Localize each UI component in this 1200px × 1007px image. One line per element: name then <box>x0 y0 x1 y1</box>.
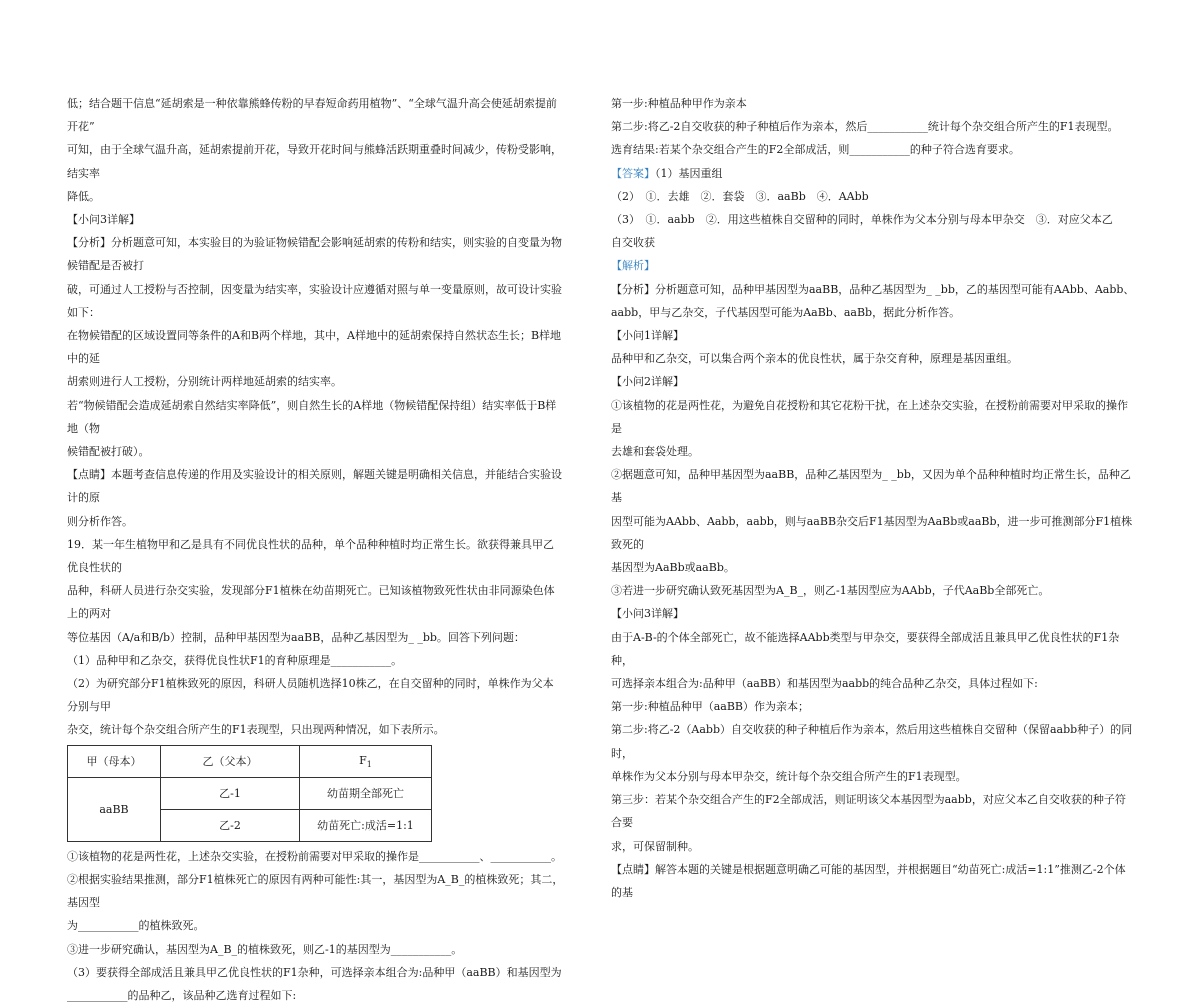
text-line: 去雄和套袋处理。 <box>611 445 699 459</box>
left-column <box>67 92 564 1007</box>
table-cell-result: 幼苗死亡:成活=1:1 <box>300 809 432 841</box>
text-line: 由于A-B-的个体全部死亡，故不能选择AAbb类型与甲杂交，要获得全部成活且兼具甲乙优良性状的F1杂种， <box>611 630 1120 667</box>
left-paragraphs <box>67 92 564 742</box>
text-line: ②据题意可知，品种甲基因型为aaBB，品种乙基因型为_ _bb，又因为单个品种种植时均正常生长，品种乙基 <box>611 468 1131 505</box>
right-paragraphs <box>611 92 1136 162</box>
text-line: 【点睛】解答本题的关键是根据题意明确乙可能的基因型，并根据题目“幼苗死亡:成活=1:1”推测乙-2个体的基 <box>611 862 1126 899</box>
text-line: （3）要获得全部成活且兼具甲乙优良性状的F1杂种，可选择亲本组合为:品种甲（aaBB）和基因型为 <box>67 965 562 979</box>
text-line: 单株作为父本分别与母本甲杂交，统计每个杂交组合所产生的F1表现型。 <box>611 769 967 783</box>
answer-line-2: （2） ①．去雄 ②．套袋 ③．aaBb ④．AAbb <box>611 189 869 203</box>
text-line: 候错配被打破）。 <box>67 445 150 459</box>
text-line: 则分析作答。 <box>67 514 133 528</box>
text-line: 【小问3详解】 <box>67 213 140 227</box>
text-line: 19．某一年生植物甲和乙是具有不同优良性状的品种，单个品种种植时均正常生长。欲获得兼具甲乙优良性状的 <box>67 537 554 575</box>
cross-result-table <box>67 745 432 842</box>
text-line: 低；结合题干信息“延胡索是一种依靠熊蜂传粉的早春短命药用植物”、“全球气温升高会使延胡索提前开花” <box>67 97 557 134</box>
table-header-f1: $F_1$ <box>300 745 432 777</box>
text-line: 第一步:种植品种甲（aaBB）作为亲本； <box>611 700 809 714</box>
text-line: ①该植物的花是两性花，为避免自花授粉和其它花粉干扰，在上述杂交实验，在授粉前需要对甲采取的操作是 <box>611 398 1128 435</box>
text-line: 可选择亲本组合为:品种甲（aaBB）和基因型为aabb的纯合品种乙杂交，具体过程如下: <box>611 677 1038 691</box>
answer-line-4: 自交收获 <box>611 236 655 250</box>
table-header-father: 乙（父本） <box>161 745 300 777</box>
text-line: 品种甲和乙杂交，可以集合两个亲本的优良性状，属于杂交育种，原理是基因重组。 <box>611 352 1018 366</box>
text-line: 【点睛】本题考查信息传递的作用及实验设计的相关原则，解题关键是明确相关信息，并能结合实验设计的原 <box>67 468 562 505</box>
text-line: 【小问3详解】 <box>611 607 684 621</box>
text-line: 可知，由于全球气温升高，延胡索提前开花，导致开花时间与熊蜂活跃期重叠时间减少，传粉受影响，结实率 <box>67 143 562 180</box>
text-line: ③进一步研究确认，基因型为A_B_的植株致死，则乙-1的基因型为___________。 <box>67 942 463 956</box>
text-line: （2）为研究部分F1植株致死的原因，科研人员随机选择10株乙，在自交留种的同时，单株作为父本分别与甲 <box>67 677 554 714</box>
analysis-paragraphs <box>611 278 1136 904</box>
text-line: 在物候错配的区域设置同等条件的A和B两个样地，其中，A样地中的延胡索保持自然状态生长；B样地中的延 <box>67 329 562 366</box>
text-line: 破，可通过人工授粉与否控制，因变量为结实率，实验设计应遵循对照与单一变量原则，故可设计实验如下： <box>67 282 562 319</box>
answer-label: 【答案】 <box>611 166 655 180</box>
text-line: 胡索则进行人工授粉，分别统计两样地延胡索的结实率。 <box>67 375 342 389</box>
analysis-label: 【解析】 <box>611 259 655 273</box>
table-header-mother: 甲（母本） <box>68 745 161 777</box>
text-line: 第二步:将乙-2自交收获的种子种植后作为亲本，然后___________统计每个杂交组合所产生的F1表现型。 <box>611 120 1119 134</box>
left-after-table <box>67 845 564 1007</box>
text-line: 因型可能为AAbb、Aabb，aabb，则与aaBB杂交后F1基因型为AaBb或aaBb，进一步可推测部分F1植株致死的 <box>611 514 1133 551</box>
answer-line-1: 【答案】（1）基因重组 <box>611 166 723 180</box>
text-line: 第二步:将乙-2（Aabb）自交收获的种子种植后作为亲本，然后用这些植株自交留种（保留aabb种子）的同时， <box>611 723 1133 760</box>
text-line: 品种，科研人员进行杂交实验，发现部分F1植株在幼苗期死亡。已知该植物致死性状由非同源染色体上的两对 <box>67 584 555 621</box>
text-line: aabb，甲与乙杂交，子代基因型可能为AaBb、aaBb，据此分析作答。 <box>611 305 961 319</box>
text-line: 基因型为AaBb或aaBb。 <box>611 561 735 575</box>
text-line: 为___________的植株致死。 <box>67 919 205 933</box>
text-line: 【分析】分析题意可知，本实验目的为验证物候错配会影响延胡索的传粉和结实，则实验的自变量为物候错配是否被打 <box>67 236 562 273</box>
text-line: ①该植物的花是两性花，上述杂交实验，在授粉前需要对甲采取的操作是___________、___________。 <box>67 849 562 863</box>
text-line: ③若进一步研究确认致死基因型为A_B_，则乙-1基因型应为AAbb，子代AaBb全部死亡。 <box>611 584 1050 598</box>
text-line: 选育结果:若某个杂交组合产生的F2全部成活，则___________的种子符合选育要求。 <box>611 143 1020 157</box>
text-line: 降低。 <box>67 189 100 203</box>
text-line: 杂交，统计每个杂交组合所产生的F1表现型，只出现两种情况，如下表所示。 <box>67 723 445 737</box>
table-header-row <box>68 745 432 777</box>
text-line: ___________的品种乙，该品种乙选育过程如下: <box>67 988 297 1002</box>
text-line: 求，可保留制种。 <box>611 839 699 853</box>
text-line: 若“物候错配会造成延胡索自然结实率降低”，则自然生长的A样地（物候错配保持组）结实率低于B样地（物 <box>67 398 557 435</box>
table-cell-mother-genotype: aaBB <box>68 777 161 841</box>
text-line: ②根据实验结果推测，部分F1植株死亡的原因有两种可能性:其一，基因型为A_B_的植株致死；其二，基因型 <box>67 872 564 910</box>
table-cell-father: 乙-1 <box>161 777 300 809</box>
answer-line-3: （3） ①．aabb ②．用这些植株自交留种的同时，单株作为父本分别与母本甲杂交 ③．对应父本乙 <box>611 213 1113 227</box>
text-line: 第三步：若某个杂交组合产生的F2全部成活，则证明该父本基因型为aabb，对应父本乙自交收获的种子符合要 <box>611 793 1126 830</box>
text-line: 第一步:种植品种甲作为亲本 <box>611 97 747 110</box>
table-cell-result: 幼苗期全部死亡 <box>300 777 432 809</box>
table-cell-father: 乙-2 <box>161 809 300 841</box>
table-row <box>68 777 432 809</box>
text-line: （1）品种甲和乙杂交，获得优良性状F1的育种原理是___________。 <box>67 653 403 667</box>
right-column <box>611 92 1136 904</box>
text-line: 等位基因（A/a和B/b）控制，品种甲基因型为aaBB，品种乙基因型为_ _bb。回答下列问题： <box>67 630 525 644</box>
text-line: 【小问2详解】 <box>611 375 684 389</box>
text-line: 【小问1详解】 <box>611 329 684 343</box>
text-line: 【分析】分析题意可知，品种甲基因型为aaBB，品种乙基因型为_ _bb，乙的基因型可能有AAbb、Aabb、 <box>611 282 1135 296</box>
